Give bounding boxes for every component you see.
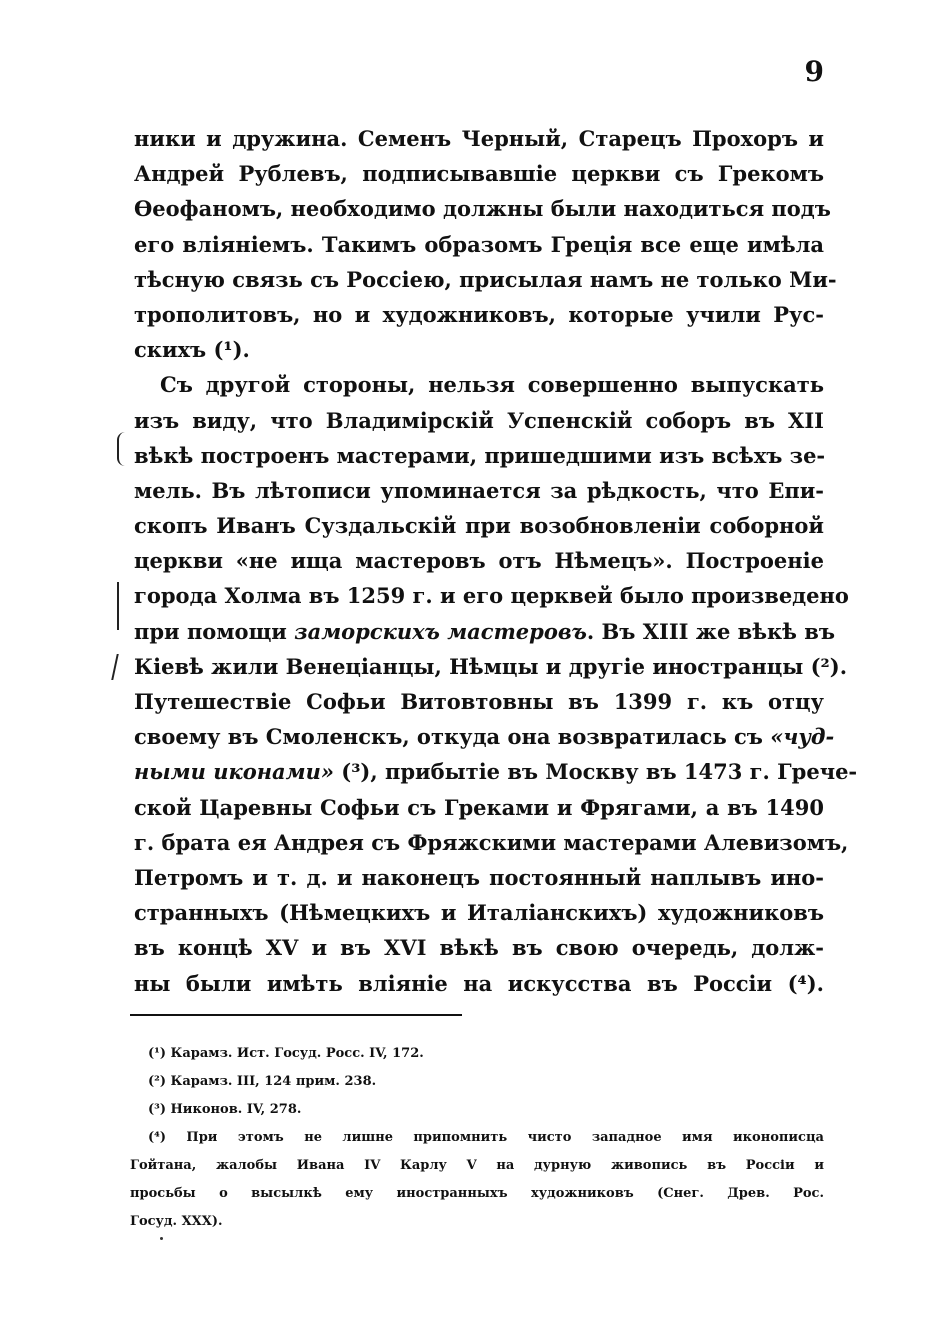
text-line: въ концѣ XV и въ XVI вѣкѣ въ свою очередь, долж-: [134, 935, 824, 961]
text-segment: своему въ Смоленскъ, откуда она возвратилась съ: [134, 724, 771, 750]
text-line: его вліяніемъ. Такимъ образомъ Греція все еще имѣла: [134, 231, 824, 257]
italic-phrase: ными иконами»: [134, 759, 334, 785]
footnote-continuation: Гойтана, жалобы Ивана IV Карлу V на дурную живопись въ Россіи и: [130, 1158, 824, 1173]
italic-phrase: «чуд-: [770, 724, 835, 750]
footnote-continuation: просьбы о высылкѣ ему иностранныхъ художниковъ (Снег. Древ. Рос.: [130, 1186, 824, 1201]
main-text: [134, 121, 858, 1001]
italic-phrase: заморскихъ мастеровъ: [294, 618, 587, 644]
text-line: трополитовъ, но и художниковъ, которые учили Рус-: [134, 301, 824, 327]
text-line: скихъ (¹).: [134, 337, 250, 363]
text-line: мель. Въ лѣтописи упоминается за рѣдкость, что Епи-: [134, 477, 824, 503]
paragraph-first-line: Съ другой стороны, нельзя совершенно выпускать: [160, 372, 824, 398]
text-line: г. брата ея Андрея съ Фряжскими мастерами Алевизомъ,: [134, 829, 849, 855]
text-line: тѣсную связь съ Россіею, присылая намъ не только Ми-: [134, 266, 837, 292]
margin-pencil-mark: [117, 582, 125, 630]
margin-pencil-mark: [117, 432, 125, 466]
footnote: (¹) Карамз. Ист. Госуд. Росс. IV, 172.: [148, 1046, 424, 1061]
text-line: ны были имѣть вліяніе на искусства въ Россіи (⁴).: [134, 970, 824, 996]
footnotes: [130, 1040, 824, 1236]
text-line: вѣкѣ построенъ мастерами, пришедшими изъ всѣхъ зе-: [134, 442, 826, 468]
text-line: [134, 754, 858, 789]
footnote: (³) Никонов. IV, 278.: [148, 1102, 302, 1117]
page-number: 9: [804, 55, 824, 88]
text-line: церкви «не ища мастеровъ отъ Нѣмецъ». Построеніе: [134, 548, 824, 574]
text-line: [134, 719, 835, 754]
footnote: (⁴) При этомъ не лишне припомнить чисто западное имя иконописца: [148, 1130, 824, 1145]
text-line: изъ виду, что Владимірскій Успенскій соборъ въ XII: [134, 407, 824, 433]
text-line: Ѳеофаномъ, необходимо должны были находиться подъ: [134, 196, 831, 222]
text-line: Путешествіе Софьи Витовтовны въ 1399 г. къ отцу: [134, 689, 824, 714]
text-segment: (³), прибытіе въ Москву въ 1473 г. Грече-: [333, 759, 858, 785]
text-line: странныхъ (Нѣмецкихъ и Италіанскихъ) художниковъ: [134, 900, 824, 926]
text-line: ники и дружина. Семенъ Черный, Старецъ Прохоръ и: [134, 126, 824, 151]
text-line: Андрей Рублевъ, подписывавшіе церкви съ Грекомъ: [134, 161, 824, 187]
ink-speck: [160, 1237, 163, 1240]
footnote-continuation: Госуд. XXX).: [130, 1214, 223, 1229]
text-segment: . Въ XIII же вѣкѣ въ: [586, 618, 835, 644]
text-line: [134, 614, 835, 649]
text-line: скопъ Иванъ Суздальскій при возобновленіи соборной: [134, 513, 824, 539]
text-segment: при помощи: [134, 618, 295, 644]
text-line: города Холма въ 1259 г. и его церквей было произведено: [134, 583, 849, 609]
footnote: (²) Карамз. III, 124 прим. 238.: [148, 1074, 377, 1089]
footnote-divider: [130, 1014, 462, 1016]
text-line: Петромъ и т. д. и наконецъ постоянный наплывъ ино-: [134, 864, 824, 890]
text-line: ской Царевны Софьи съ Греками и Фрягами, а въ 1490: [134, 794, 824, 820]
margin-pencil-mark: [111, 654, 125, 680]
text-line: Кіевѣ жили Венеціанцы, Нѣмцы и другіе иностранцы (²).: [134, 653, 848, 679]
